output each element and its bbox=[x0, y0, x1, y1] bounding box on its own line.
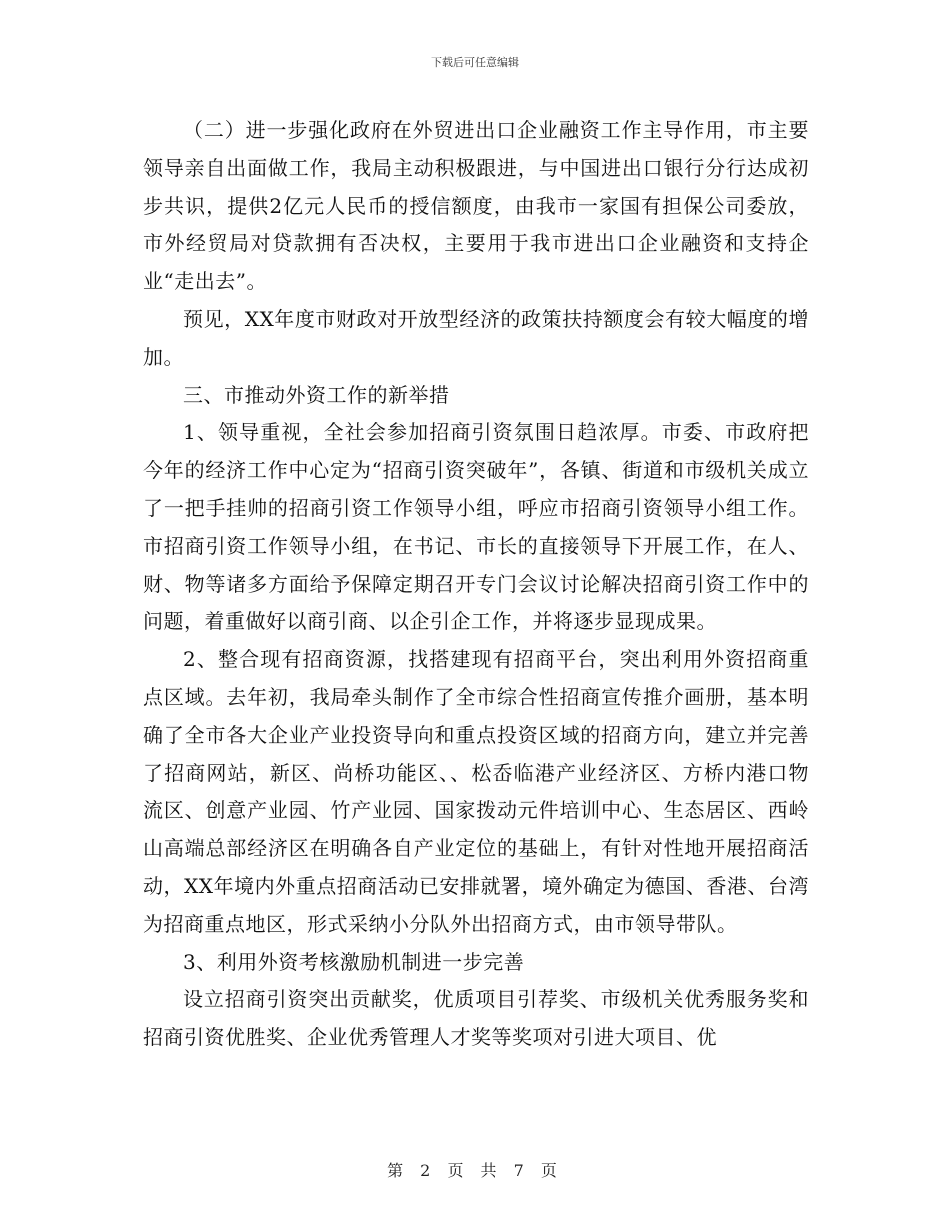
paragraph-item-2: 2、整合现有招商资源，找搭建现有招商平台，突出利用外资招商重点区域。去年初，我局牵头制作了全市综合性招商宣传推介画册，基本明确了全市各大企业产业投资导向和重点投资区域的招商方向，建立并完善了招商网站，新区、尚桥功能区、、松岙临港产业经济区、方桥内港口物流区、创意产业园、竹产业园、国家拨动元件培训中心、生态居区、西岭山高端总部经济区在明确各自产业定位的基础上，有针对性地开展招商活动，XX年境内外重点招商活动已安排就署，境外确定为德国、香港、台湾为招商重点地区，形式采纳小分队外出招商方式，由市领导带队。 bbox=[143, 647, 809, 936]
paragraph-forecast: 预见，XX年度市财政对开放型经济的政策扶持额度会有较大幅度的增加。 bbox=[143, 306, 809, 369]
paragraph-item-3-heading: 3、利用外资考核激励机制进一步完善 bbox=[183, 949, 525, 974]
paragraph-financing: （二）进一步强化政府在外贸进出口企业融资工作主导作用，市主要领导亲自出面做工作，我局主动积极跟进，与中国进出口银行分行达成初步共识，提供2亿元人民币的授信额度，由我市一家国有担保公司委放，市外经贸局对贷款拥有否决权，主要用于我市进出口企业融资和支持企业“走出去”。 bbox=[143, 118, 809, 294]
page-header: 下载后可任意编辑 bbox=[431, 56, 519, 69]
paragraph-item-1: 1、领导重视，全社会参加招商引资氛围日趋浓厚。市委、市政府把今年的经济工作中心定为“招商引资突破年”，各镇、街道和市级机关成立了一把手挂帅的招商引资工作领导小组，呼应市招商引资领导小组工作。市招商引资工作领导小组，在书记、市长的直接领导下开展工作，在人、财、物等诸多方面给予保障定期召开专门会议讨论解决招商引资工作中的问题，着重做好以商引商、以企引企工作，并将逐步显现成果。 bbox=[143, 420, 809, 634]
document-body bbox=[143, 112, 809, 1057]
page-footer: 第 2 页 共 7 页 bbox=[387, 1161, 563, 1180]
paragraph-awards: 设立招商引资突出贡献奖，优质项目引荐奖、市级机关优秀服务奖和招商引资优胜奖、企业优秀管理人才奖等奖项对引进大项目、优 bbox=[143, 987, 809, 1050]
section-heading-3: 三、市推动外资工作的新举措 bbox=[183, 382, 450, 407]
